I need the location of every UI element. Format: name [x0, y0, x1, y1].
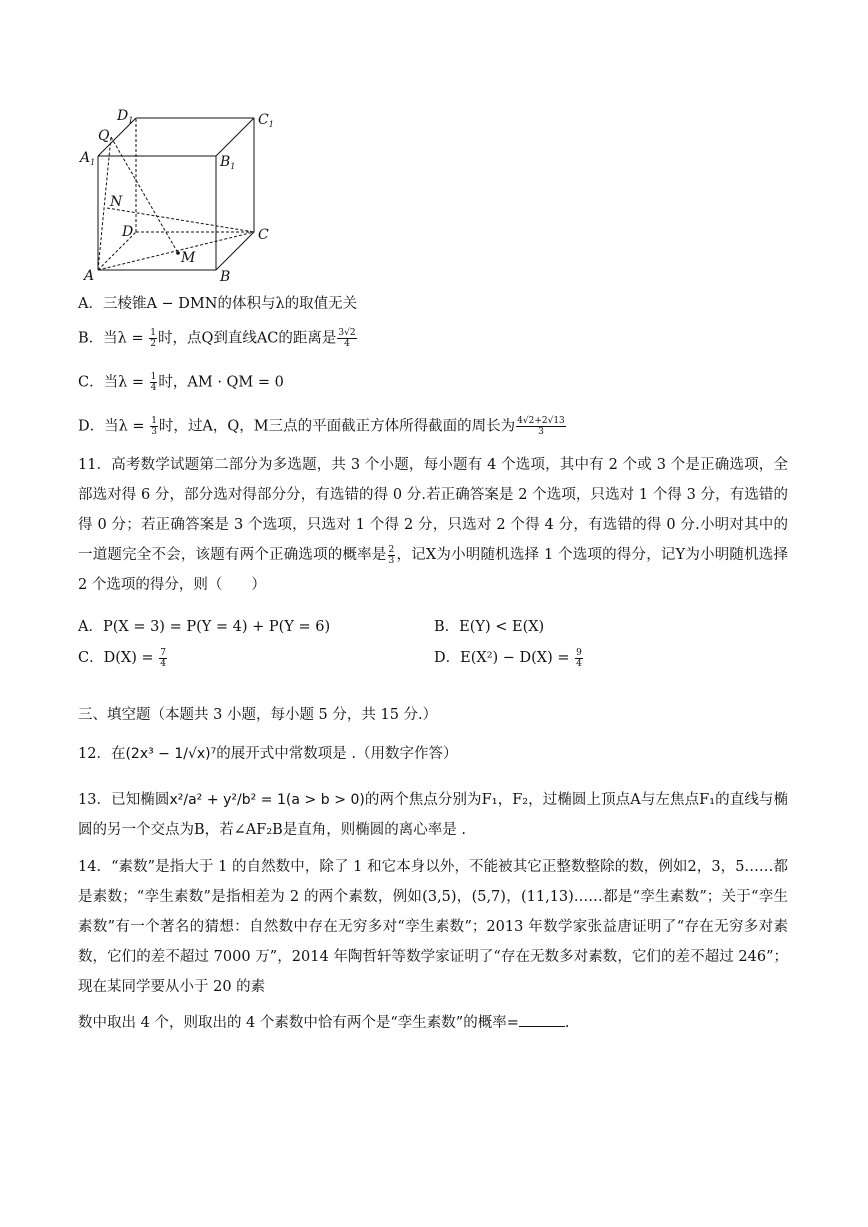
q13-expression: x²/a² + y²/b² = 1(a > b > 0)	[169, 792, 365, 808]
fraction: $\frac{9}{4}$	[576, 647, 582, 669]
q11-stem: 11．高考数学试题第二部分为多选题，共 3 个小题，每小题有 4 个选项，其中有 2 个或 3 个是正确选项，全部选对得 6 分，部分选对得部分分，有选错的得 0 分.若正确答案是 2 个选项，只选对 1 个得 3 分，有选错的得 0 分；若正确答案是 3 个选项，只选对 1 个得 2 分，只选对 2 个得 4 分，有选错的得 0 分.小明对其中的一道题完全不会，该题有两个正确选项的概率是 $\frac{2}{3}$ ，记X为小明随机选择 1 个选项的得分，记Y为小明随机选择 2 个选项的得分，则（ ）	[78, 457, 789, 593]
q14-stem: 14．“素数”是指大于 1 的自然数中，除了 1 和它本身以外，不能被其它正整数整除的数，例如2，3，5……都是素数；“孪生素数”是指相差为 2 的两个素数，例如(3,5)，(5,7)，(11,13)……都是“孪生素数”；关于“孪生素数”有一个著名的猜想：自然数中存在无穷多对“孪生素数”；2013 年数学家张益唐证明了“存在无穷多对素数，它们的差不超过 7000 万”，2014 年陶哲轩等数学家证明了“存在无数多对素数，它们的差不超过 246”；现在某同学要从小于 20 的素	[78, 859, 788, 995]
q14-question: 数中取出 4 个，则取出的 4 个素数中恰有两个是“孪生素数”的概率= .	[78, 1012, 569, 1033]
q12-expression: (2x³ − 1/√x)⁷	[125, 746, 217, 762]
q10-option-b: B．当λ = $\frac{1}{2}$ 时，点Q到直线AC的距离是 $\frac{3√2}{4}$	[78, 328, 356, 349]
label-D: D	[122, 224, 134, 240]
label-Q: Q	[98, 128, 110, 144]
answer-blank[interactable]	[519, 1012, 565, 1027]
label-B1: $B_1$	[220, 154, 236, 171]
label-C1: $C_1$	[258, 112, 274, 129]
fraction: $\frac{1}{4}$	[150, 372, 157, 393]
fraction: $\frac{1}{2}$	[150, 328, 156, 349]
q11-option-d: D．E(X²) − D(X) = $\frac{9}{4}$	[434, 647, 582, 669]
fraction: $\frac{1}{3}$	[151, 416, 157, 437]
label-A: A	[84, 268, 95, 284]
label-B: B	[220, 269, 231, 285]
label-M: M	[181, 250, 196, 266]
label-N: N	[110, 194, 123, 210]
q11-option-a: A．P(X = 3) = P(Y = 4) + P(Y = 6)	[78, 619, 331, 635]
q13: 13．已知椭圆x²/a² + y²/b² = 1(a > b > 0)的两个焦点分别为F₁，F₂，过椭圆上顶点A与左焦点F₁的直线与椭圆的另一个交点为B，若∠AF₂B是直角，则椭圆的离心率是 .	[78, 792, 788, 838]
fraction: $\frac{3√2}{4}$	[338, 328, 356, 349]
edge-B-C	[216, 232, 254, 270]
q10-option-d: D．当λ = $\frac{1}{3}$ 时，过A，Q，M三点的平面截正方体所得截面的周长为 $\frac{4√2+2√13}{3}$	[78, 416, 565, 437]
section-heading: 三、填空题（本题共 3 小题，每小题 5 分，共 15 分.）	[78, 707, 438, 723]
q11-option-c: C．D(X) = $\frac{7}{4}$	[78, 647, 166, 669]
q11-option-b: B．E(Y) < E(X)	[434, 619, 545, 635]
q10-option-c: C．当λ = $\frac{1}{4}$ 时，AM · QM = 0	[78, 372, 284, 393]
fraction: $\frac{7}{4}$	[160, 647, 166, 669]
fraction: $\frac{4√2+2√13}{3}$	[517, 416, 565, 437]
edge-B1-C1	[216, 118, 254, 156]
q12: 12．在(2x³ − 1/√x)⁷的展开式中常数项是 .（用数字作答）	[78, 746, 458, 762]
label-D1: $D_1$	[117, 108, 134, 125]
label-C: C	[258, 227, 269, 243]
cube-figure	[78, 100, 288, 285]
label-A1: $A_1$	[80, 150, 96, 167]
q10-option-a: A．三棱锥A − DMN的体积与λ的取值无关	[78, 296, 358, 312]
point-M	[176, 251, 180, 255]
fraction: $\frac{2}{3}$	[388, 544, 395, 566]
